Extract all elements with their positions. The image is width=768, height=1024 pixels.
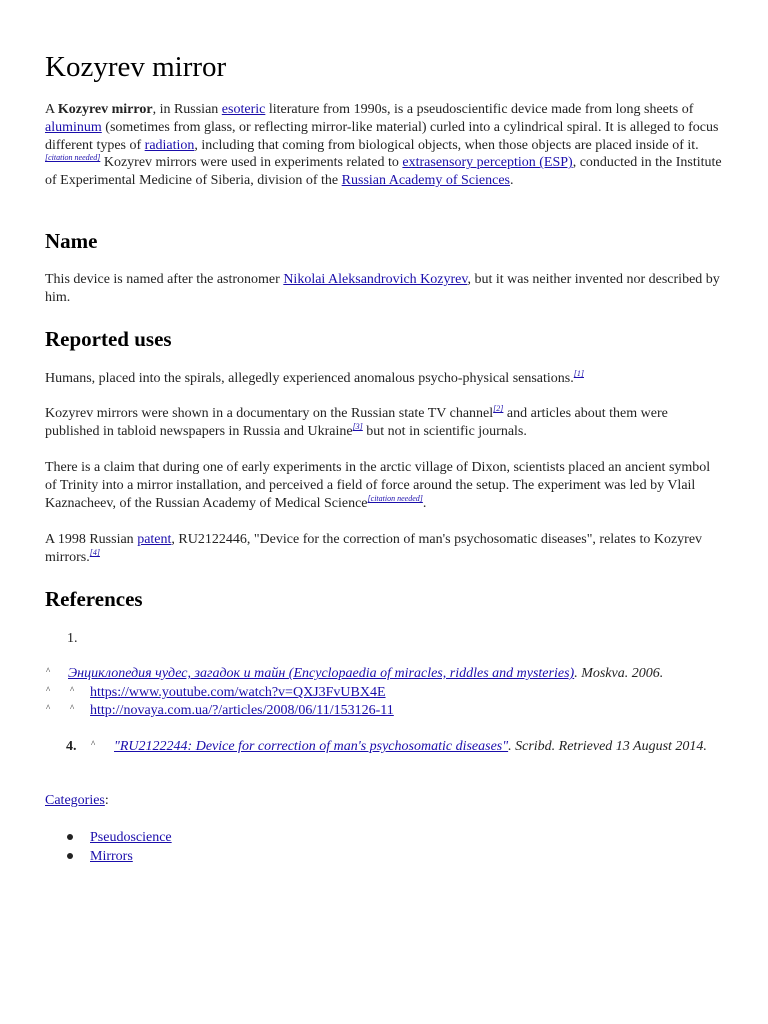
reference-item-2 (90, 684, 386, 702)
reference-number-1: 1. (67, 631, 78, 646)
bullet-icon (67, 853, 73, 859)
categories-link[interactable]: Categories (45, 793, 105, 808)
uses-paragraph-1 (45, 370, 725, 388)
caret-icon[interactable]: ^ (91, 739, 96, 749)
ref-link-3[interactable]: [3] (352, 421, 363, 431)
reference-number-4: 4. (66, 739, 77, 754)
category-item-mirrors[interactable] (90, 848, 133, 866)
reference-item-4 (90, 738, 720, 756)
link-esoteric[interactable]: esoteric (221, 102, 266, 117)
reference-item-3 (90, 702, 394, 720)
caret-icon[interactable]: ^ (46, 703, 51, 713)
link-esp[interactable]: extrasensory perception (ESP) (402, 155, 573, 171)
link-radiation[interactable]: radiation (144, 137, 195, 153)
caret-icon[interactable]: ^ (46, 685, 51, 695)
intro-text: (sometimes from glass, or reflecting mirror-like material) curled into a cylindrical spiral. It is alleged to focus different types of (45, 119, 719, 153)
intro-text: Kozyrev mirrors were used in experiments related to (100, 155, 403, 171)
uses-text: Humans, placed into the spirals, allegedly experienced anomalous psycho-physical sensations. (45, 371, 574, 386)
name-text: This device is named after the astronomer (45, 272, 284, 287)
ref-link-1[interactable]: [1] (573, 369, 584, 378)
reference-tail: . Scribd. Retrieved 13 August 2014. (508, 739, 707, 754)
name-paragraph (45, 271, 725, 307)
reference-link-1[interactable]: Энциклопедия чудес, загадок и тайн (Encyclopaedia of miracles, riddles and mysteries) (68, 666, 575, 681)
link-aluminum[interactable]: aluminum (45, 119, 102, 135)
section-heading-references: References (45, 587, 143, 611)
ref-link-4[interactable]: [4] (89, 547, 100, 557)
intro-text: , including that coming from biological objects, when those objects are placed inside of it. (194, 137, 699, 153)
uses-text: Kozyrev mirrors were shown in a documentary on the Russian state TV channel (45, 406, 494, 421)
intro-text: A (45, 102, 58, 117)
intro-text: , in Russian (152, 102, 222, 117)
uses-text: but not in scientific journals. (362, 423, 527, 439)
uses-text: A 1998 Russian (45, 532, 138, 547)
citation-needed-link[interactable]: [citation needed] (45, 153, 101, 163)
category-item-pseudoscience[interactable] (90, 829, 172, 847)
link-patent[interactable]: patent (137, 532, 172, 547)
categories-colon: : (104, 793, 109, 808)
reference-link-2[interactable]: https://www.youtube.com/watch?v=QXJ3FvUBX4E (90, 685, 386, 700)
caret-icon[interactable]: ^ (46, 666, 51, 676)
link-kozyrev[interactable]: Nikolai Aleksandrovich Kozyrev (283, 272, 468, 287)
category-link[interactable]: Pseudoscience (90, 830, 172, 845)
intro-paragraph (45, 101, 725, 190)
citation-needed-link[interactable]: [citation needed] (367, 493, 423, 503)
citation-needed[interactable] (45, 153, 100, 162)
reference-item-1 (68, 665, 748, 683)
ref-link-2[interactable]: [2] (493, 404, 504, 413)
intro-text: , conducted in the Institute of Experimental Medicine of Siberia, division of the (45, 155, 722, 189)
section-heading-uses: Reported uses (45, 327, 172, 351)
category-link[interactable]: Mirrors (90, 849, 133, 864)
bullet-icon (67, 834, 73, 840)
uses-text: , RU2122446, "Device for the correction of man's psychosomatic diseases", relates to Kozyrev mirrors. (45, 532, 703, 565)
reference-link-4[interactable]: "RU2122244: Device for correction of man's psychosomatic diseases" (114, 739, 509, 754)
intro-text: literature from 1990s, is a pseudoscientific device made from long sheets of (265, 102, 694, 117)
section-heading-name: Name (45, 229, 98, 253)
page-title: Kozyrev mirror (45, 51, 227, 83)
intro-bold-term: Kozyrev mirror (57, 102, 153, 117)
uses-paragraph-2 (45, 405, 725, 441)
intro-text: . (510, 173, 514, 189)
caret-icon[interactable]: ^ (70, 685, 75, 695)
categories-line (45, 792, 109, 810)
uses-text: and articles about them were published in tabloid newspapers in Russia and Ukraine (45, 406, 668, 439)
reference-link-3[interactable]: http://novaya.com.ua/?/articles/2008/06/11/153126-11 (90, 703, 394, 718)
link-academy[interactable]: Russian Academy of Sciences (341, 173, 511, 189)
uses-text: . (422, 495, 427, 511)
name-text: , but it was neither invented nor described by him. (45, 272, 720, 305)
reference-tail: . Moskva. 2006. (574, 666, 664, 681)
uses-paragraph-4 (45, 531, 725, 567)
caret-icon[interactable]: ^ (70, 703, 75, 713)
uses-paragraph-3 (45, 459, 725, 512)
uses-text: There is a claim that during one of early experiments in the arctic village of Dixon, scientists placed an ancient symbol of Trinity into a mirror installation, and perceived a field of force around the setup. The experiment was led by Vlail Kaznacheev, of the Russian Academy of Medical Science (45, 460, 711, 511)
